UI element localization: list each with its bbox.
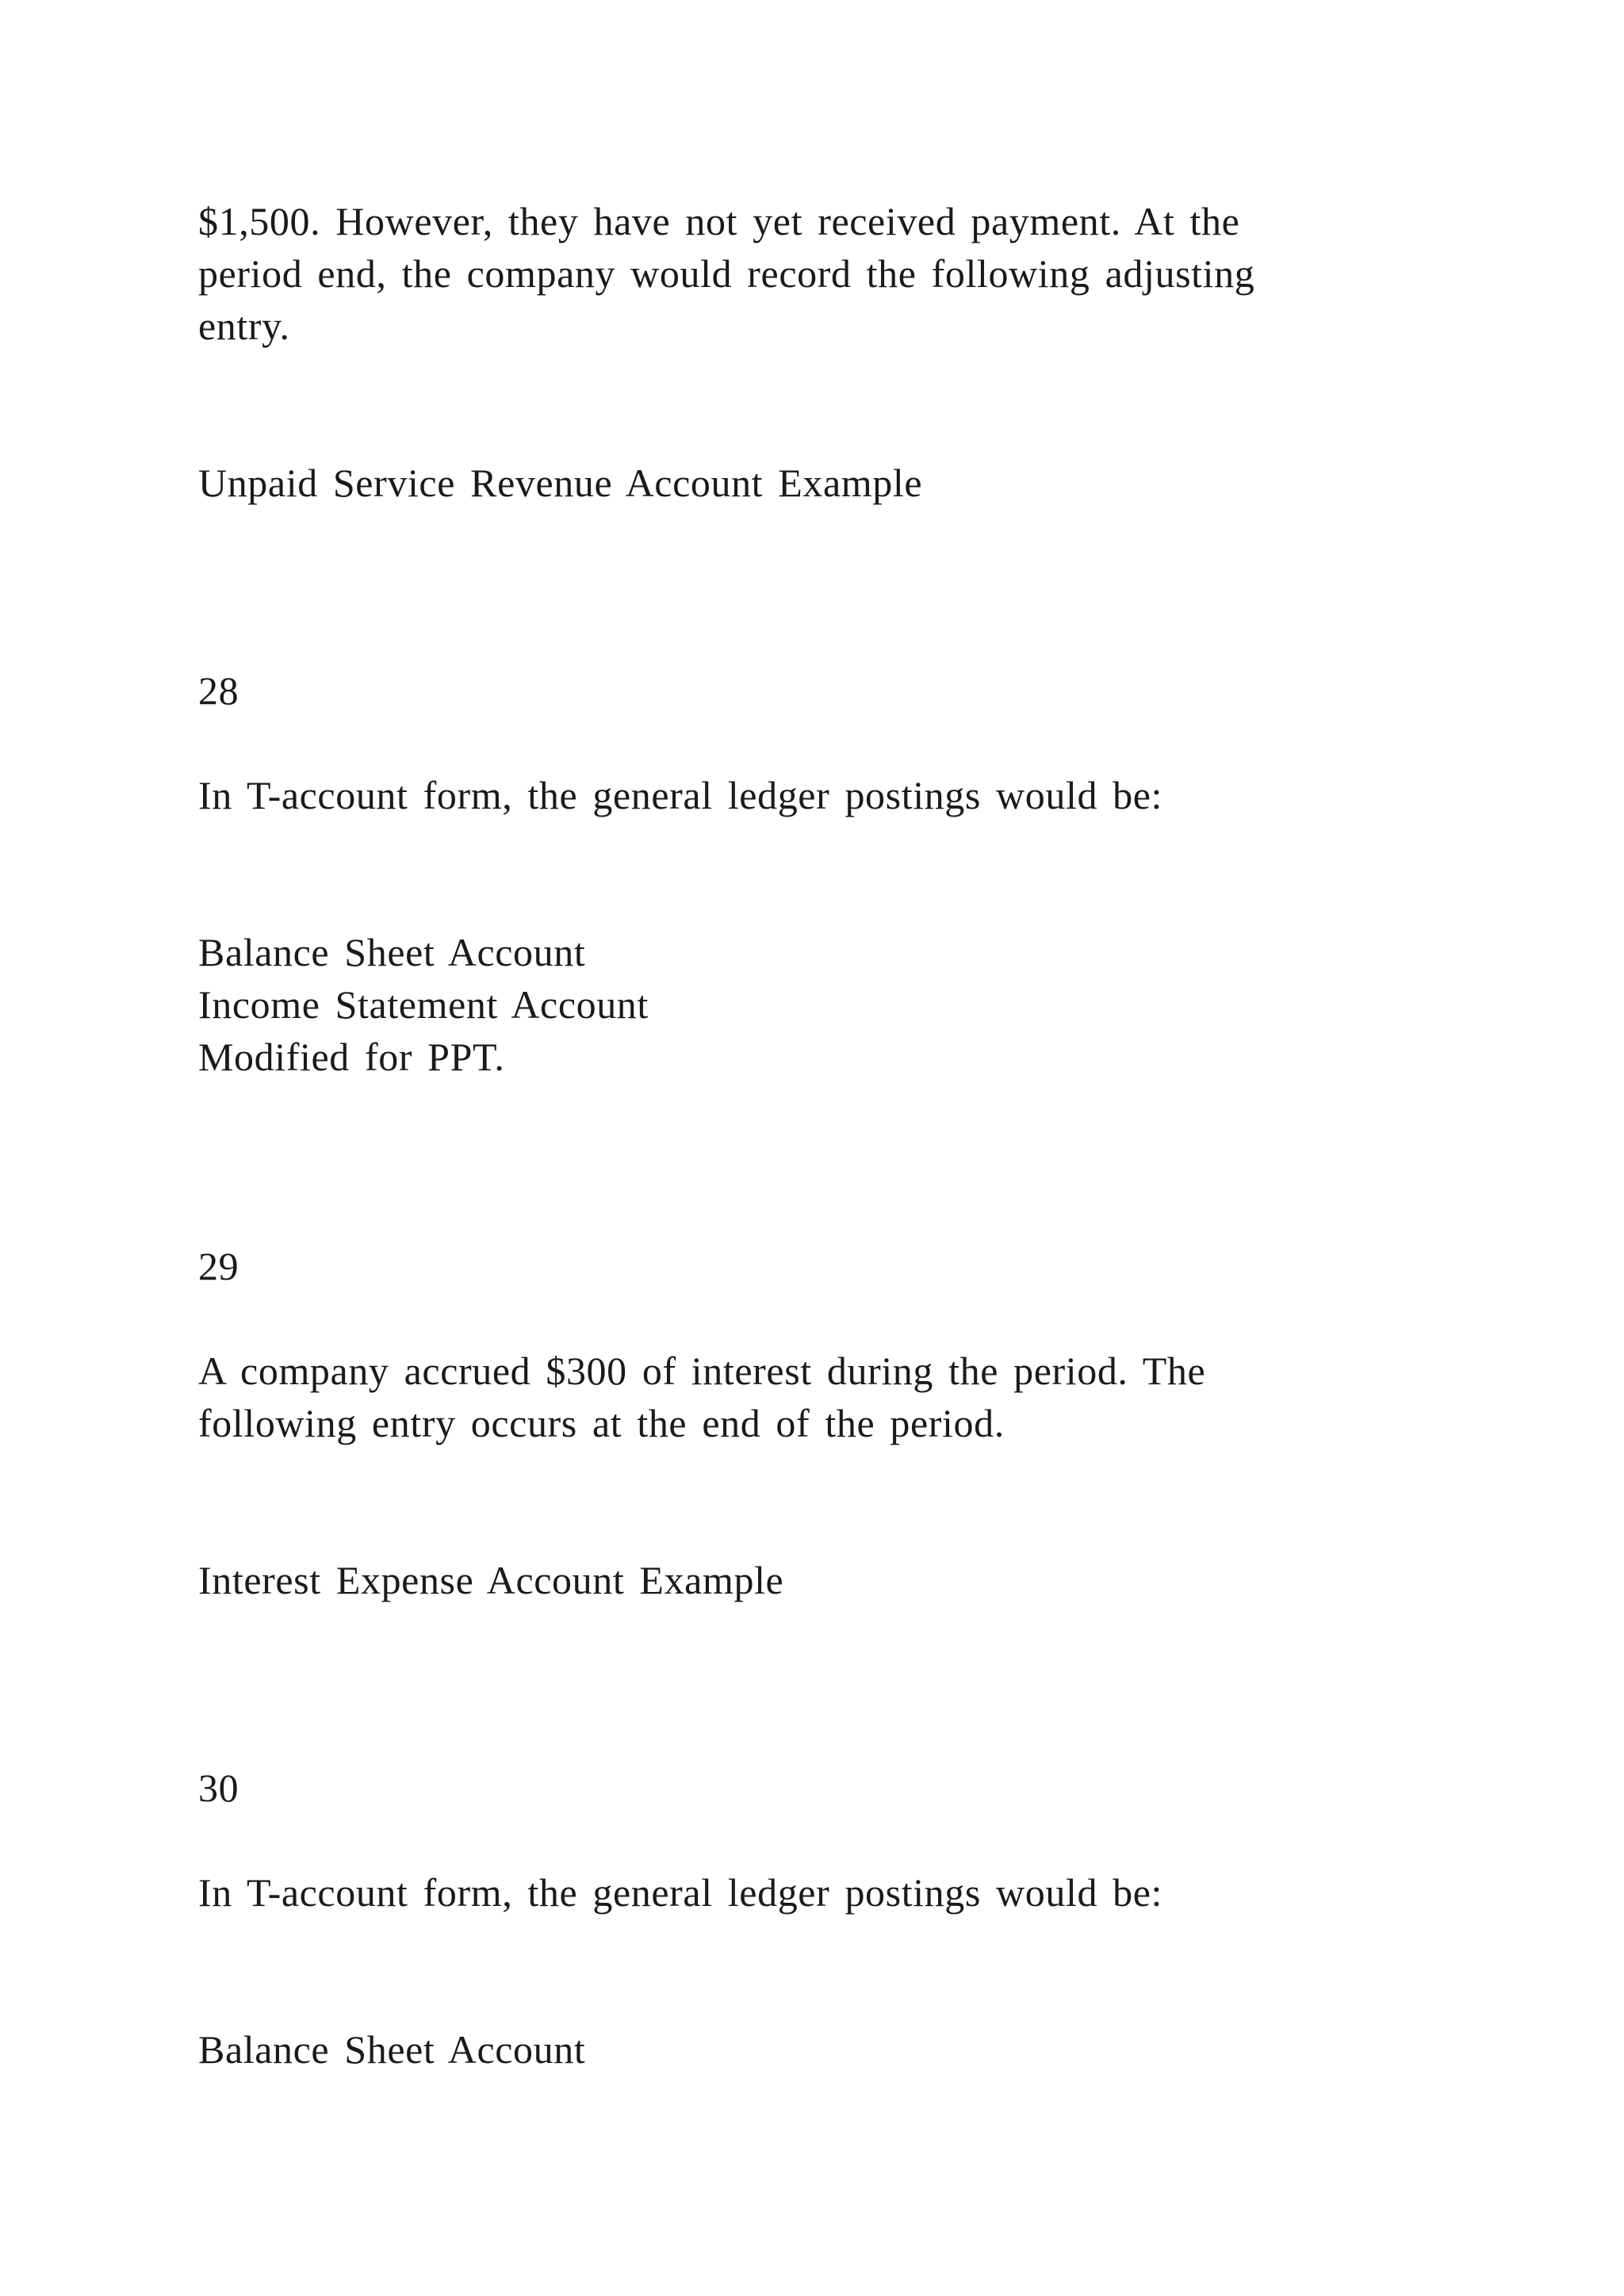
slide-30-text: In T-account form, the general ledger postings would be: <box>198 1870 1163 1915</box>
intro-line-2: period end, the company would record the following adjusting <box>198 251 1255 296</box>
label-balance-sheet-account-2: Balance Sheet Account <box>198 2027 586 2072</box>
intro-line-1: $1,500. However, they have not yet received payment. At the <box>198 199 1240 243</box>
slide-number-30: 30 <box>198 1766 239 1810</box>
example-title-unpaid-service-revenue: Unpaid Service Revenue Account Example <box>198 461 923 505</box>
label-income-statement-account: Income Statement Account <box>198 982 649 1027</box>
label-modified-for-ppt: Modified for PPT. <box>198 1035 505 1079</box>
intro-line-3: entry. <box>198 304 290 348</box>
slide-29-text-line-2: following entry occurs at the end of the period. <box>198 1401 1005 1445</box>
label-balance-sheet-account: Balance Sheet Account <box>198 930 586 974</box>
example-title-interest-expense: Interest Expense Account Example <box>198 1558 784 1602</box>
slide-number-29: 29 <box>198 1244 239 1288</box>
slide-number-28: 28 <box>198 668 239 713</box>
slide-28-text: In T-account form, the general ledger postings would be: <box>198 773 1163 817</box>
slide-29-text-line-1: A company accrued $300 of interest during the period. The <box>198 1349 1206 1393</box>
